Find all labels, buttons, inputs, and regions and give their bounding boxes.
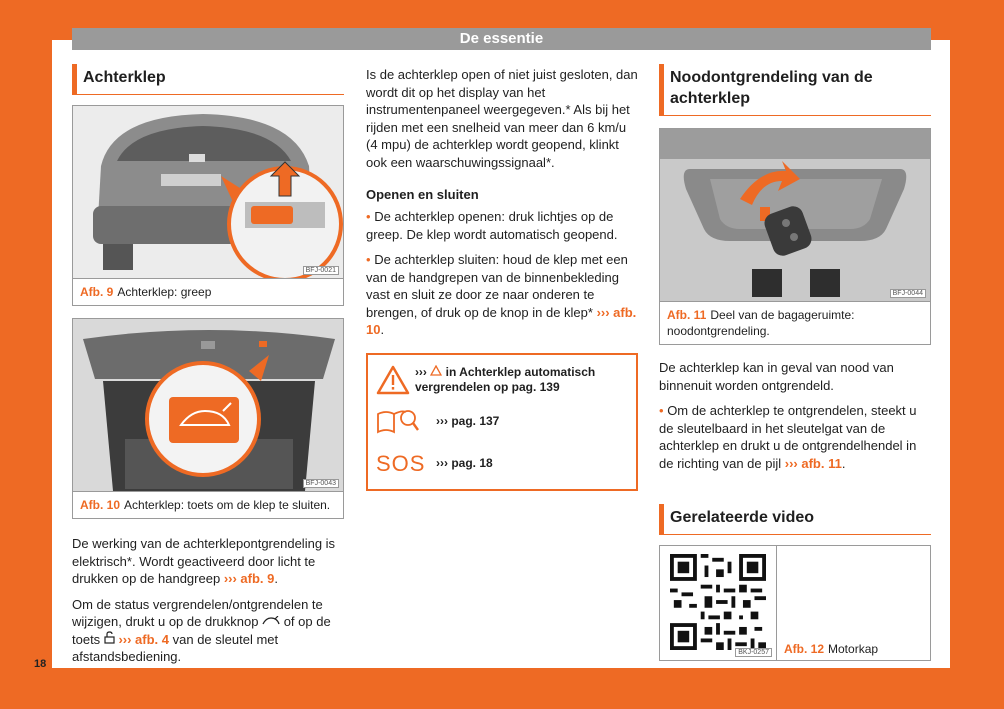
right-body (659, 359, 931, 472)
fig10-caption (73, 491, 343, 518)
fig11-number: Afb. 11 (667, 308, 707, 322)
warning-text-1[interactable] (415, 365, 628, 395)
warn1-prefix: ››› (414, 364, 427, 379)
bullet-icon: • (366, 209, 371, 224)
figure-12 (659, 545, 931, 661)
bullet-icon: • (366, 252, 371, 267)
section-title-video: Gerelateerde video (659, 504, 931, 535)
emergency-release-icon (660, 129, 930, 301)
fig10-caption-text: Achterklep: toets om de klep te sluiten. (124, 498, 331, 512)
warning-box (366, 353, 638, 491)
middle-b2-ref[interactable]: ››› afb. 10 (366, 304, 637, 337)
fig12-code: BKJ-0257 (735, 648, 772, 657)
fig9-caption (73, 278, 343, 305)
right-paragraph-1: De achterklep kan in geval van nood van binnenuit worden ontgrendeld. (659, 360, 894, 393)
book-icon-cell (376, 408, 436, 436)
middle-b2-text: De achterklep sluiten: houd de klep met een van de handgrepen van de binnenbekleding vast en sluit ze door ze naar onderen te brengen, of druk op de knop in de klep* (366, 252, 628, 320)
car-rear-illustration (73, 106, 343, 278)
fig11-caption (660, 301, 930, 344)
subhead-openen-sluiten: Openen en sluiten (366, 187, 479, 202)
warning-icon-cell (376, 365, 415, 395)
fig10-number: Afb. 10 (80, 498, 121, 512)
sos-icon-cell (376, 451, 436, 477)
fig9-code: BFJ-0021 (303, 266, 339, 275)
right-bullet-1: • Om de achterklep te ontgrendelen, steekt u de sleutelbaard in het sleutelgat van de achterklep en drukt u de ontgrendelhendel in de richting van de pijl ››› afb. 11. (659, 403, 917, 471)
fig12-caption-text: Motorkap (828, 642, 879, 656)
middle-bullet-1 (366, 208, 638, 243)
left-paragraph-1: De werking van de achterklepontgrendeling is elektrisch*. Wordt geactiveerd door licht te drukken op de handgreep ››› afb. 9. (72, 536, 336, 586)
fig12-number: Afb. 12 (784, 642, 825, 656)
fig11-code: BFJ-0044 (890, 289, 926, 298)
middle-paragraph-1: Is de achterklep open of niet juist gesloten, dan wordt dit op het display van het instrumentenpaneel weergegeven.* Als bij het rijden met een snelheid van meer dan 6 km/u (4 mpu) de achterklep wordt geopend, klinkt ook een waarschuwingssignaal*. (366, 67, 638, 170)
fig9-caption-text: Achterklep: greep (117, 285, 212, 299)
trunk-open-icon (73, 319, 343, 491)
book-magnifier-icon (376, 408, 420, 436)
left-p2-text1: Om de status vergrendelen/ontgrendelen te wijzigen, drukt u op de drukknop (72, 596, 323, 629)
right-b1-text: Om de achterklep te ontgrendelen, steekt u de sleutelbaard in het sleutelgat van de achterklep en drukt u de ontgrendelhendel in de richting van de pijl (659, 403, 917, 471)
fig10-code: BFJ-0043 (303, 479, 339, 488)
header-bar: De essentie (72, 28, 931, 50)
right-b1-ref[interactable]: ››› afb. 11 (784, 455, 842, 471)
warning-row-3 (376, 443, 628, 485)
left-body (72, 535, 344, 666)
warn1-text: in Achterklep automatisch vergrendelen op pag. 139 (414, 364, 596, 394)
middle-bullet-2: • De achterklep sluiten: houd de klep met een van de handgrepen van de binnenbekleding vast en sluit ze door ze naar onderen te brengen, of druk op de knop in de klep* ››› afb. 10. (366, 252, 637, 337)
warning-row-1 (376, 359, 628, 401)
trunk-open-illustration (73, 319, 343, 491)
left-p1-text: De werking van de achterklepontgrendeling is elektrisch*. Wordt geactiveerd door licht te drukken op de handgreep (72, 536, 336, 586)
left-column (72, 64, 344, 674)
right-column (659, 64, 931, 661)
warning-text-2[interactable]: ››› pag. 137 (436, 414, 500, 428)
figure-10 (72, 318, 344, 519)
warning-text-3[interactable]: ››› pag. 18 (436, 456, 493, 470)
fig9-number: Afb. 9 (80, 285, 114, 299)
warning-triangle-icon (376, 365, 410, 395)
left-p2-text2: of op de toets (72, 614, 331, 647)
figure-9 (72, 105, 344, 306)
middle-b1-text: De achterklep openen: druk lichtjes op de greep. De klep wordt automatisch geopend. (366, 209, 618, 242)
left-p1-ref[interactable]: ››› afb. 9 (223, 571, 275, 586)
car-rear-icon (73, 106, 343, 278)
emergency-release-illustration (660, 129, 930, 301)
qr-code-icon[interactable] (670, 554, 766, 650)
left-p2-ref[interactable]: ››› afb. 4 (118, 631, 169, 647)
unlock-icon (104, 631, 115, 644)
sos-icon: SOS (376, 450, 426, 476)
section-title-noodontgrendeling: Noodontgrendeling van de achterklep (659, 64, 931, 116)
car-lock-icon (262, 616, 280, 626)
bullet-icon: • (659, 403, 664, 418)
figure-11 (659, 128, 931, 345)
qr-code-cell[interactable] (660, 546, 777, 660)
section-title-achterklep: Achterklep (72, 64, 344, 95)
fig11-caption-text: Deel van de bagageruimte: noodontgrendeling. (667, 308, 855, 338)
middle-column (366, 66, 638, 491)
left-p2-text3: van de sleutel met afstandsbediening. (72, 631, 279, 664)
page-number: 18 (34, 658, 47, 670)
left-paragraph-2 (72, 596, 344, 666)
fig12-caption (784, 642, 878, 656)
page (52, 30, 950, 668)
small-warning-icon (430, 365, 442, 376)
warning-row-2 (376, 401, 628, 443)
